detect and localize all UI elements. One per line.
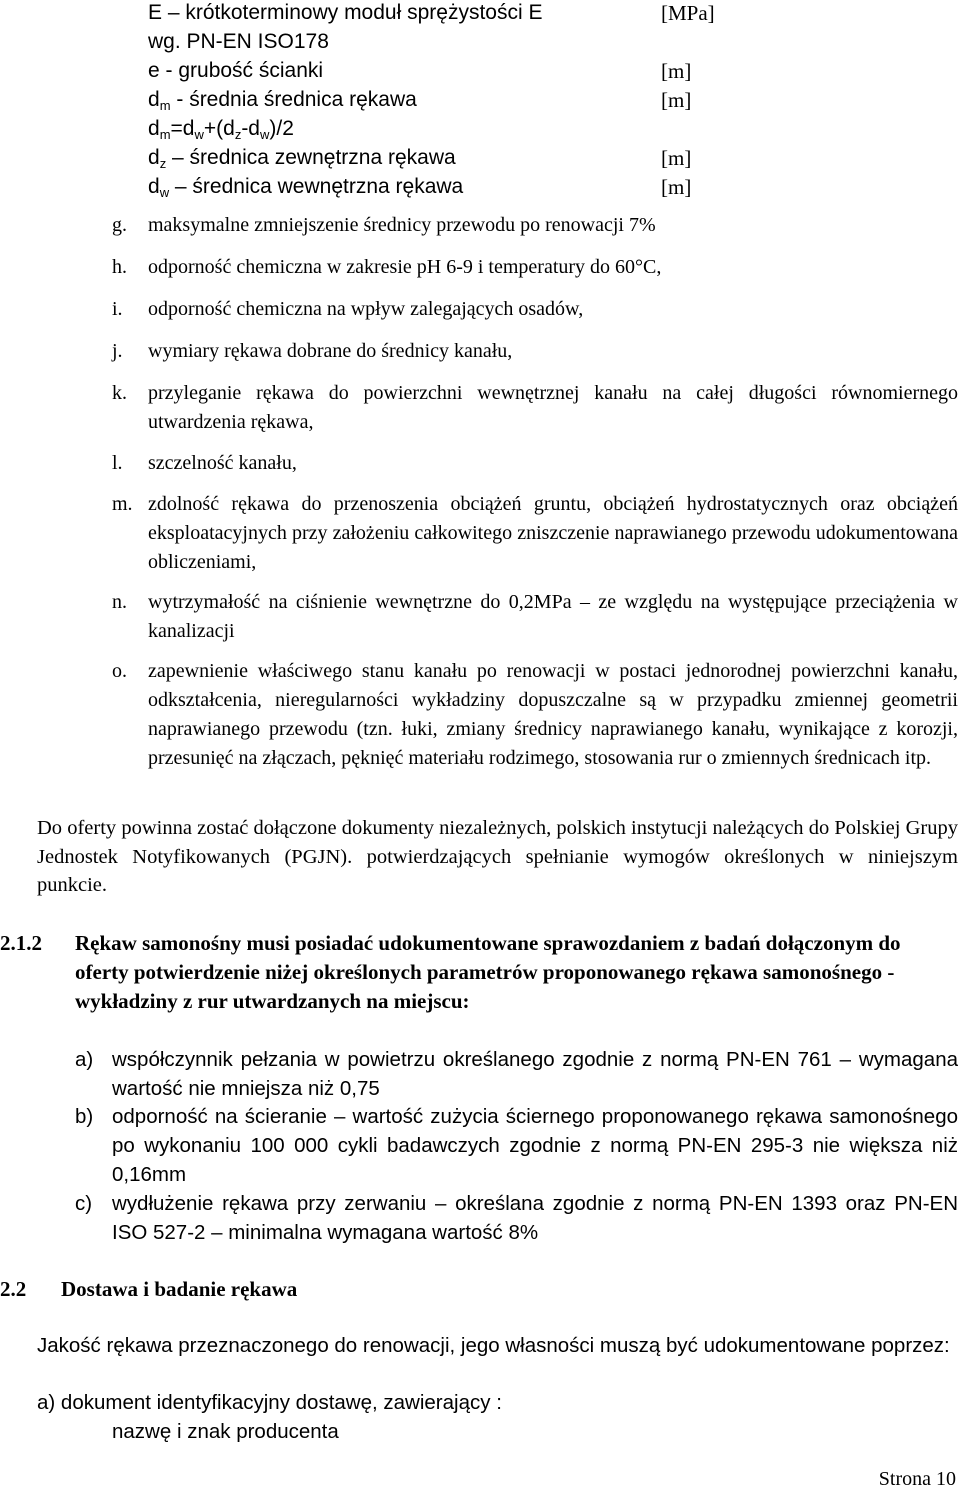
section-number: 2.2	[0, 1277, 27, 1301]
symbol-row	[148, 87, 748, 116]
offer-paragraph: Do oferty powinna zostać dołączone dokumenty niezależnych, polskich instytucji należących do Polskiej Grupy Jednostek Notyfikowanych (PGJN). potwierdzających spełnianie wymogów określonych w niniejszym punkcie.	[37, 817, 958, 896]
symbol-formula: $d_m=d_w+(d_z-d_w)/2$	[148, 117, 294, 142]
symbol-text: e - grubość ścianki	[148, 59, 324, 82]
page-number: Strona 10	[878, 1468, 956, 1490]
requirement-item: b) odporność na ścieranie – wartość zużycia ściernego proponowanego rękawa samonośnego po wykonaniu 100 000 cykli badawczych zgodnie z normą PN-EN 295-3 nie większa niż 0,16mm	[75, 1105, 958, 1186]
requirement-item: a) współczynnik pełzania w powietrzu określanego zgodnie z normą PN-EN 761 – wymagana wartość nie mniejsza niż 0,75	[75, 1048, 958, 1100]
symbol-row	[148, 29, 748, 58]
section-title: Dostawa i badanie rękawa	[61, 1277, 298, 1301]
symbol-row	[148, 0, 748, 29]
symbol-unit: [m]	[661, 59, 692, 83]
symbol-unit: [MPa]	[661, 1, 715, 25]
symbol-text: $d_m$ - średnia średnica rękawa	[148, 88, 417, 113]
list-item: o. zapewnienie właściwego stanu kanału po renowacji w postaci jednorodnej powierzchni kanału, odkształcenia, nieregularności wykładziny dopuszczalne są w przypadku zmiennej geometrii naprawianego przewodu (tzn. łuki, zmiany średnicy naprawianego kanału, wynikające z korozji, przesunięć na złączach, pęknięć materiału rodzimego, stosowania rur o zmiennych średnicach itp.	[112, 660, 958, 769]
symbol-list	[148, 0, 748, 203]
symbol-unit: [m]	[661, 146, 692, 170]
symbol-unit: [m]	[661, 88, 692, 112]
section-title: Rękaw samonośny musi posiadać udokumentowane sprawozdaniem z badań dołączonym do oferty potwierdzenie niżej określonych parametrów proponowanego rękawa samonośnego - wykładziny z rur utwardzanych na miejscu:	[75, 931, 901, 1013]
requirement-item: c) wydłużenie rękawa przy zerwaniu – określana zgodnie z normą PN-EN 1393 oraz PN-EN ISO 527-2 – minimalna wymagana wartość 8%	[75, 1192, 958, 1244]
delivery-item-a: a) dokument identyfikacyjny dostawę, zawierający :	[37, 1391, 502, 1414]
symbol-text: E – krótkoterminowy moduł sprężystości E	[148, 1, 543, 24]
symbol-row	[148, 58, 748, 87]
symbol-row	[148, 116, 748, 145]
symbol-row	[148, 174, 748, 203]
symbol-unit: [m]	[661, 175, 692, 199]
list-item: n. wytrzymałość na ciśnienie wewnętrzne do 0,2MPa – ze względu na występujące przeciążenia w kanalizacji	[112, 591, 958, 642]
symbol-text: wg. PN-EN ISO178	[148, 30, 329, 53]
delivery-item-a-sub: nazwę i znak producenta	[112, 1420, 339, 1443]
symbol-text: $d_z$ – średnica zewnętrzna rękawa	[148, 146, 456, 171]
list-item: j. wymiary rękawa dobrane do średnicy kanału,	[112, 340, 513, 362]
symbol-row	[148, 145, 748, 174]
list-item: l. szczelność kanału,	[112, 452, 297, 474]
symbol-text: $d_w$ – średnica wewnętrzna rękawa	[148, 175, 464, 200]
list-item: k. przyleganie rękawa do powierzchni wewnętrznej kanału na całej długości równomiernego utwardzenia rękawa,	[112, 382, 958, 433]
list-item: g. maksymalne zmniejszenie średnicy przewodu po renowacji 7%	[112, 214, 656, 236]
section-number: 2.1.2	[0, 931, 42, 955]
list-item: h. odporność chemiczna w zakresie pH 6-9 i temperatury do 60°C,	[112, 256, 662, 278]
delivery-paragraph: Jakość rękawa przeznaczonego do renowacji, jego własności muszą być udokumentowane poprzez:	[37, 1334, 950, 1357]
list-item: i. odporność chemiczna na wpływ zalegających osadów,	[112, 298, 584, 320]
list-item: m. zdolność rękawa do przenoszenia obciążeń gruntu, obciążeń hydrostatycznych oraz obciążeń eksploatacyjnych przy założeniu całkowitego zniszczenie naprawianego przewodu udokumentowana obliczeniami,	[112, 493, 958, 573]
